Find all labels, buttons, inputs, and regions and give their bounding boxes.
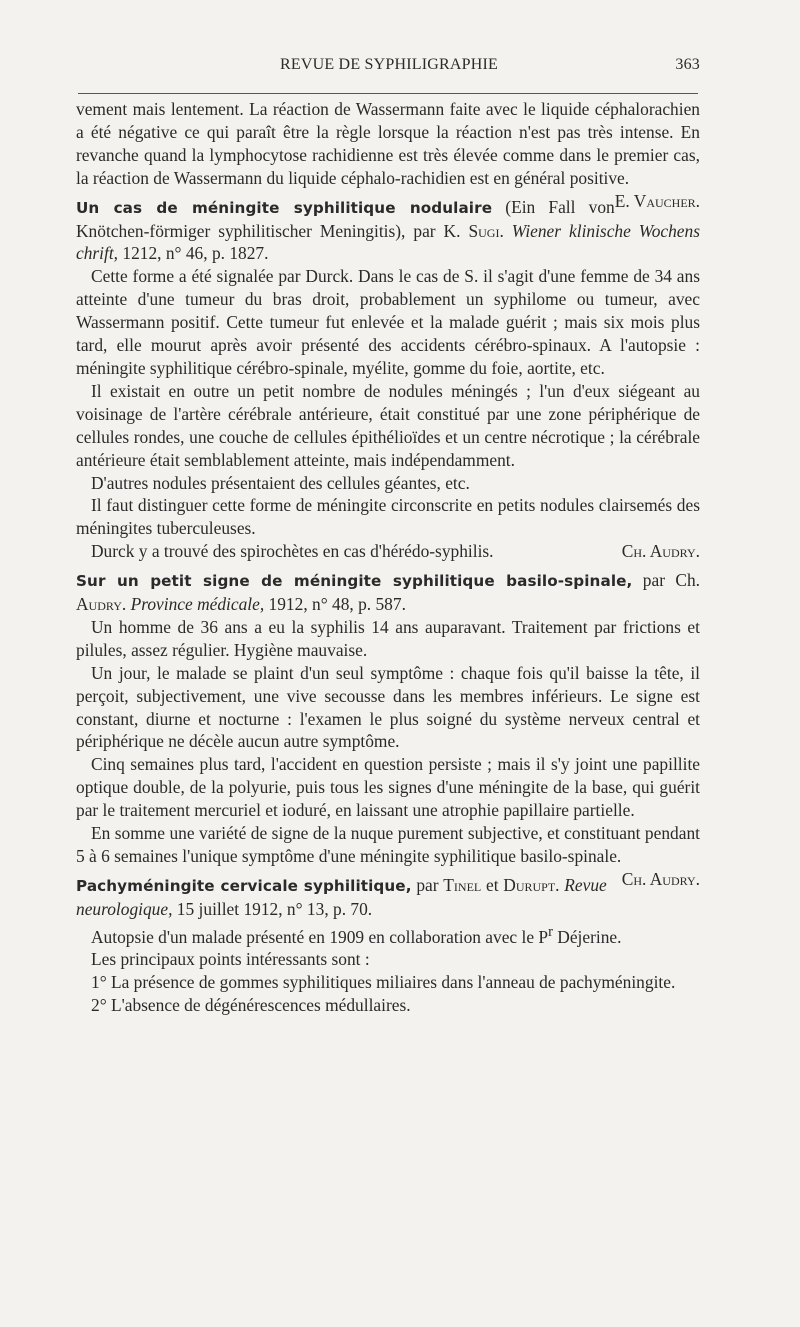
article-title: Sur un petit signe de méningite syphilitique basilo-spinale, <box>76 572 633 591</box>
paragraph: En somme une variété de signe de la nuque purement subjective, et constituant pendant 5 à 6 semaines l'unique symptôme d'une méningite syphilitique basilo-spinale. Ch. Audry. <box>76 823 700 889</box>
article-reference: Un cas de méningite syphilitique nodulaire (Ein Fall von Knötchen-förmiger syphilitischer Meningitis), par K. Sugi. Wiener klinische Wochens chrift, 1212, n° 46, p. 1827. <box>76 196 700 264</box>
paragraph: Un homme de 36 ans a eu la syphilis 14 ans auparavant. Traitement par frictions et pilules, assez régulier. Hygiène mauvaise. <box>76 616 700 660</box>
article-reference: Pachyméningite cervicale syphilitique, par Tinel et Durupt. Revue neurologique, 15 juillet 1912, n° 13, p. 70. <box>76 874 607 919</box>
paragraph: D'autres nodules présentaient des cellules géantes, etc. <box>91 472 470 493</box>
paragraph: 1° La présence de gommes syphilitiques miliaires dans l'anneau de pachyméningite. <box>91 972 676 993</box>
page-body <box>76 98 700 1017</box>
header-rule <box>78 93 698 94</box>
author-signature: Ch. Audry. <box>621 541 700 562</box>
article-reference: Sur un petit signe de méningite syphilitique basilo-spinale, par Ch. Audry. Province médicale, 1912, n° 48, p. 587. <box>76 570 700 615</box>
paragraph: Les principaux points intéressants sont : <box>91 949 370 970</box>
journal-title: REVUE DE SYPHILIGRAPHIE <box>280 56 498 73</box>
article-title: Pachyméningite cervicale syphilitique, <box>76 876 412 895</box>
author-signature: E. Vaucher. <box>614 190 700 211</box>
paragraph: Autopsie d'un malade présenté en 1909 en collaboration avec le $P^r$ Déjerine. <box>91 923 622 947</box>
paragraph: Il existait en outre un petit nombre de nodules méningés ; l'un d'eux siégeant au voisinage de l'artère cérébrale antérieure, était constitué par une zone périphérique de cellules rondes, une couche de cellules épithélioïdes et un centre nécrotique ; la cérébrale antérieure était semblablement atteinte, mais indépendamment. <box>76 380 700 470</box>
page-number: 363 <box>675 56 700 73</box>
article-title: Un cas de méningite syphilitique nodulaire <box>76 198 493 217</box>
running-header <box>78 56 700 82</box>
paragraph: Un jour, le malade se plaint d'un seul symptôme : chaque fois qu'il baisse la tête, il perçoit, subjectivement, une vive secousse dans les membres inférieurs. Le signe est constant, diurne et nocturne : l'examen le plus soigné du système nerveux central et périphérique ne décèle aucun autre symptôme. <box>76 662 700 752</box>
paragraph: Il faut distinguer cette forme de méningite circonscrite en petits nodules clairsemés des méningites tuberculeuses. <box>76 495 700 539</box>
author-signature: Ch. Audry. <box>621 868 700 889</box>
paragraph: Cette forme a été signalée par Durck. Dans le cas de S. il s'agit d'une femme de 34 ans atteinte d'une tumeur du bras droit, probablement un syphilome ou tumeur, avec Wassermann positif. Cette tumeur fut enlevée et la malade guérit ; mais six mois plus tard, elle mourut après avoir présenté des accidents cérébro-spinaux. A l'autopsie : méningite syphilitique cérébro-spinale, myélite, gomme du foie, aortite, etc. <box>76 266 700 378</box>
paragraph: Cinq semaines plus tard, l'accident en question persiste ; mais il s'y joint une papillite optique double, de la polyurie, puis tous les signes d'une méningite de la base, qui guérit par le traitement mercuriel et ioduré, en laissant une atrophie papillaire partielle. <box>76 754 700 821</box>
paragraph: vement mais lentement. La réaction de Wassermann faite avec le liquide céphalorachien a été négative ce qui paraît être la règle lorsque la réaction n'est pas très intense. En revanche quand la lymphocytose rachidienne est très élevée comme dans le premier cas, la réaction de Wassermann du liquide céphalo-rachidien est en général positive. E. Vaucher. <box>76 99 700 211</box>
paragraph: 2° L'absence de dégénérescences médullaires. <box>91 995 411 1016</box>
paragraph: Durck y a trouvé des spirochètes en cas d'hérédo-syphilis. Ch. Audry. <box>91 541 700 562</box>
